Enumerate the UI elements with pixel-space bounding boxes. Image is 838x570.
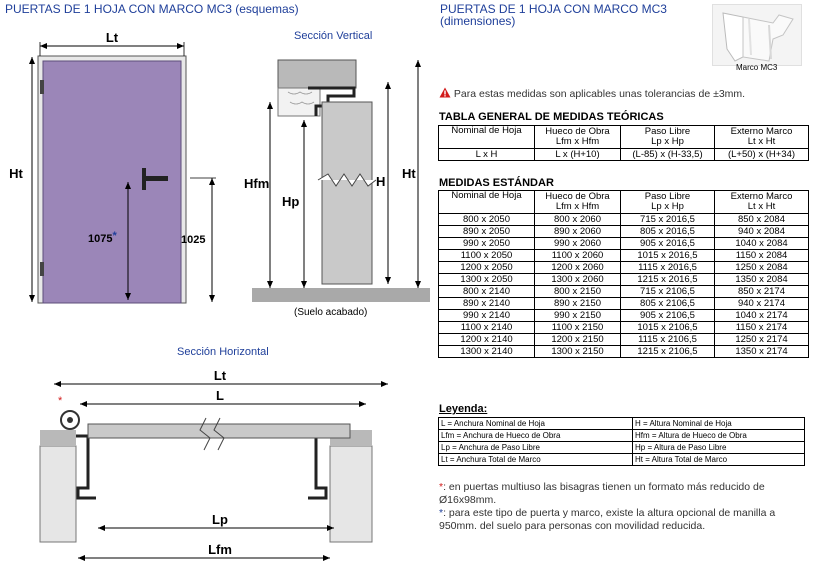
table-cell: 940 x 2174 — [715, 298, 809, 310]
column-header: Externo Marco Lt x Ht — [715, 126, 809, 149]
dim-ht-label: Ht — [9, 166, 23, 181]
general-table — [438, 125, 809, 161]
dim-lp-label: Lp — [212, 512, 228, 527]
table-cell: 1200 x 2060 — [535, 262, 621, 274]
table-row — [439, 250, 809, 262]
table-cell: 890 x 2060 — [535, 226, 621, 238]
table-cell: 1300 x 2150 — [535, 346, 621, 358]
dim-l-label: L — [216, 388, 224, 403]
table-cell: 890 x 2140 — [439, 298, 535, 310]
right-subtitle: (dimensiones) — [440, 14, 516, 28]
dim-ht-section-label: Ht — [402, 166, 416, 181]
table-cell: 1215 x 2016,5 — [621, 274, 715, 286]
horizontal-section-diagram — [0, 360, 430, 570]
table-cell: 1115 x 2016,5 — [621, 262, 715, 274]
table-cell: 1100 x 2050 — [439, 250, 535, 262]
hinge-star: * — [58, 395, 63, 407]
table-cell: 905 x 2016,5 — [621, 238, 715, 250]
legend-row — [439, 454, 805, 466]
standard-table — [438, 190, 809, 358]
table-cell: 990 x 2140 — [439, 310, 535, 322]
lintel — [278, 60, 356, 88]
table-row — [439, 238, 809, 250]
table-cell: 715 x 2016,5 — [621, 214, 715, 226]
legend-cell: Lfm = Anchura de Hueco de Obra — [439, 430, 633, 442]
table-cell: 800 x 2140 — [439, 286, 535, 298]
dim-hp-label: Hp — [282, 194, 300, 209]
table-cell: 990 x 2060 — [535, 238, 621, 250]
table-cell: 1015 x 2106,5 — [621, 322, 715, 334]
table-cell: 940 x 2084 — [715, 226, 809, 238]
table-cell: 1150 x 2174 — [715, 322, 809, 334]
legend-table — [438, 417, 805, 466]
legend-cell: Lt = Anchura Total de Marco — [439, 454, 633, 466]
column-header: Paso Libre Lp x Hp — [621, 126, 715, 149]
note-1 — [439, 481, 799, 507]
warning-text: Para estas medidas son aplicables unas tolerancias de ±3mm. — [453, 88, 746, 100]
left-title: PUERTAS DE 1 HOJA CON MARCO MC3 (esquemas) — [5, 2, 299, 16]
table-cell: 1150 x 2084 — [715, 250, 809, 262]
table-cell: 1100 x 2060 — [535, 250, 621, 262]
note-1-mark: * — [439, 481, 444, 493]
hinge-icon — [40, 80, 44, 94]
table-row — [439, 262, 809, 274]
legend-cell: Lp = Anchura de Paso Libre — [439, 442, 633, 454]
table-cell: 800 x 2060 — [535, 214, 621, 226]
table-cell: 890 x 2050 — [439, 226, 535, 238]
photo-caption: Marco MC3 — [736, 63, 778, 72]
column-header: Nominal de Hoja — [439, 191, 535, 214]
table-header-row — [439, 191, 809, 214]
table-cell: 1300 x 2140 — [439, 346, 535, 358]
table-cell: L x (H+10) — [535, 149, 621, 161]
column-header: Externo Marco Lt x Ht — [715, 191, 809, 214]
right-title: PUERTAS DE 1 HOJA CON MARCO MC3 — [440, 2, 667, 16]
legend-row — [439, 442, 805, 454]
vertical-section-diagram — [230, 40, 440, 330]
column-header: Hueco de Obra Lfm x Hfm — [535, 126, 621, 149]
column-header: Paso Libre Lp x Hp — [621, 191, 715, 214]
table-header-row — [439, 126, 809, 149]
table-cell: 1040 x 2174 — [715, 310, 809, 322]
column-header: Nominal de Hoja — [439, 126, 535, 149]
legend-row — [439, 418, 805, 430]
section-leaf-horizontal — [88, 424, 350, 438]
hinge-icon — [40, 262, 44, 276]
standard-table-title: MEDIDAS ESTÁNDAR — [439, 177, 554, 189]
table-row — [439, 274, 809, 286]
table-cell: 1300 x 2060 — [535, 274, 621, 286]
note-1-text: : en puertas multiuso las bisagras tienen un formato más reducido de Ø16x98mm. — [439, 481, 765, 506]
table-cell: 1250 x 2174 — [715, 334, 809, 346]
legend-cell: Hp = Altura de Paso Libre — [633, 442, 805, 454]
table-cell: 1100 x 2140 — [439, 322, 535, 334]
table-row — [439, 214, 809, 226]
legend-cell: H = Altura Nominal de Hoja — [633, 418, 805, 430]
legend-cell: L = Anchura Nominal de Hoja — [439, 418, 633, 430]
table-row — [439, 226, 809, 238]
table-cell: 1115 x 2106,5 — [621, 334, 715, 346]
warning — [439, 87, 745, 101]
door-handle-lever-icon — [142, 176, 168, 181]
warning-icon — [439, 87, 451, 101]
table-cell: 1100 x 2150 — [535, 322, 621, 334]
dim-handle-label: 1075* — [88, 230, 117, 245]
table-cell: 850 x 2174 — [715, 286, 809, 298]
table-cell: (L-85) x (H-33,5) — [621, 149, 715, 161]
table-cell: 1200 x 2050 — [439, 262, 535, 274]
table-cell: 850 x 2084 — [715, 214, 809, 226]
left-wall — [40, 446, 76, 542]
table-cell: (L+50) x (H+34) — [715, 149, 809, 161]
table-row — [439, 322, 809, 334]
table-cell: 800 x 2050 — [439, 214, 535, 226]
table-cell: 805 x 2016,5 — [621, 226, 715, 238]
table-cell: L x H — [439, 149, 535, 161]
left-wall-top — [40, 430, 76, 446]
table-row — [439, 310, 809, 322]
table-cell: 990 x 2150 — [535, 310, 621, 322]
horizontal-section-title: Sección Horizontal — [177, 346, 269, 358]
table-cell: 715 x 2106,5 — [621, 286, 715, 298]
right-wall — [330, 446, 372, 542]
vertical-section-title: Sección Vertical — [294, 30, 373, 42]
dim-hfm-label: Hfm — [244, 176, 270, 191]
table-cell: 805 x 2106,5 — [621, 298, 715, 310]
dim-1025-label: 1025 — [181, 234, 206, 246]
table-cell: 1350 x 2174 — [715, 346, 809, 358]
dim-h-label: H — [376, 174, 386, 189]
legend-cell: Hfm = Altura de Hueco de Obra — [633, 430, 805, 442]
note-2 — [439, 507, 814, 533]
table-cell: 1015 x 2016,5 — [621, 250, 715, 262]
legend-title: Leyenda: — [439, 403, 488, 415]
dim-lfm-label: Lfm — [208, 542, 232, 557]
table-cell: 1350 x 2084 — [715, 274, 809, 286]
floor — [252, 288, 430, 302]
note-2-mark: * — [439, 507, 444, 519]
table-cell: 1215 x 2106,5 — [621, 346, 715, 358]
table-row — [439, 346, 809, 358]
table-cell: 990 x 2050 — [439, 238, 535, 250]
note-2-text: : para este tipo de puerta y marco, existe la altura opcional de manilla a 950mm. del suelo para personas con movilidad reducida. — [439, 507, 776, 532]
table-row — [439, 286, 809, 298]
table-cell: 800 x 2150 — [535, 286, 621, 298]
table-row — [439, 334, 809, 346]
floor-label: (Suelo acabado) — [294, 307, 368, 318]
table-cell: 1040 x 2084 — [715, 238, 809, 250]
section-leaf — [322, 102, 372, 284]
table-cell: 890 x 2150 — [535, 298, 621, 310]
table-cell: 1300 x 2050 — [439, 274, 535, 286]
marco-photo — [712, 4, 802, 66]
table-cell: 1200 x 2140 — [439, 334, 535, 346]
dim-lt-horizontal-label: Lt — [213, 368, 227, 383]
table-cell: 1250 x 2084 — [715, 262, 809, 274]
legend-row — [439, 430, 805, 442]
column-header: Hueco de Obra Lfm x Hfm — [535, 191, 621, 214]
table-row — [439, 298, 809, 310]
legend-cell: Ht = Altura Total de Marco — [633, 454, 805, 466]
table-cell: 905 x 2106,5 — [621, 310, 715, 322]
table-cell: 1200 x 2150 — [535, 334, 621, 346]
dim-lt-label: Lt — [105, 30, 119, 45]
table-row — [439, 149, 809, 161]
general-table-title: TABLA GENERAL DE MEDIDAS TEÓRICAS — [439, 111, 664, 123]
door-leaf — [43, 61, 181, 303]
front-view-diagram — [0, 0, 240, 320]
